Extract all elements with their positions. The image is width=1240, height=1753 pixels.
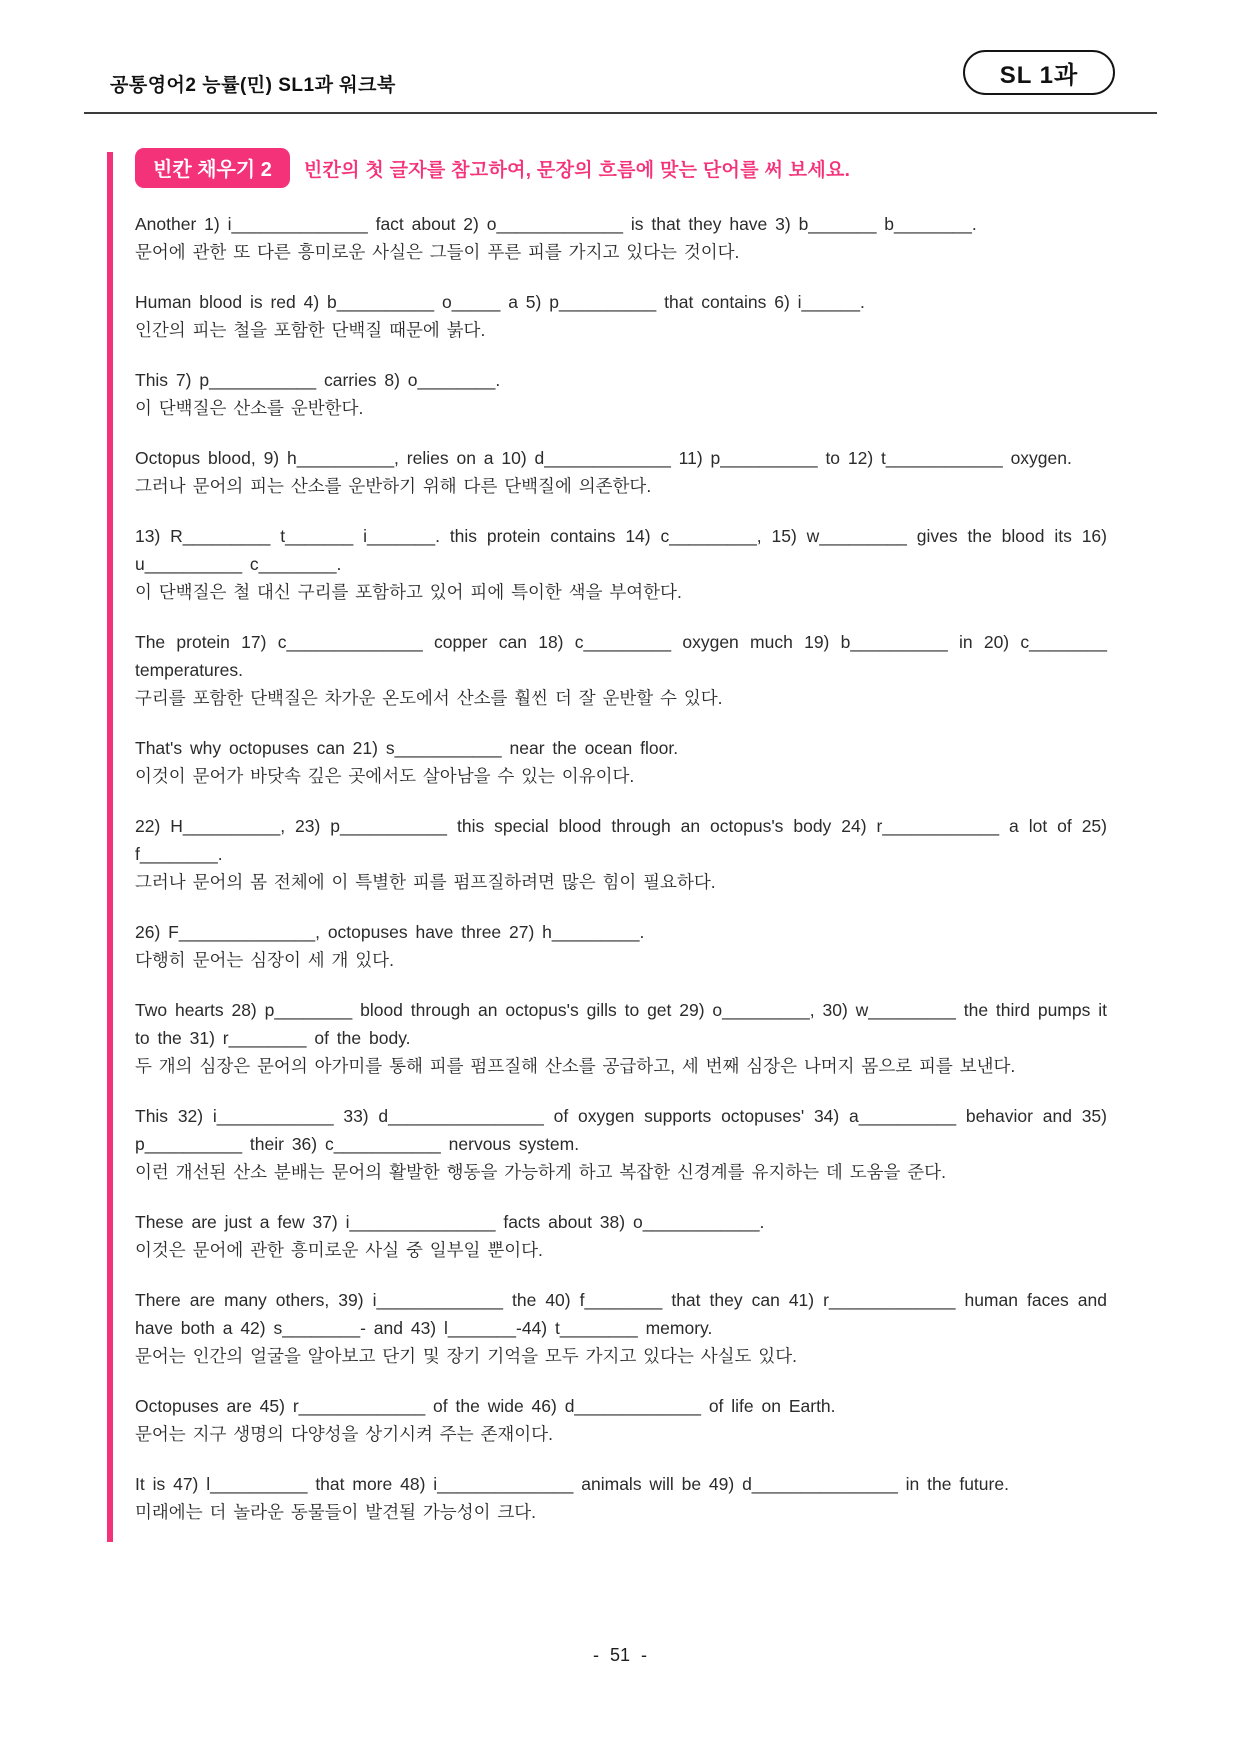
english-sentence: These are just a few 37) i_______________ facts about 38) o____________. xyxy=(135,1212,765,1232)
section-header xyxy=(135,148,1109,188)
korean-translation: 이 단백질은 철 대신 구리를 포함하고 있어 피에 특이한 색을 부여한다. xyxy=(135,582,682,602)
korean-translation: 문어에 관한 또 다른 흥미로운 사실은 그들이 푸른 피를 가지고 있다는 것이다. xyxy=(135,242,740,262)
english-sentence: Human blood is red 4) b__________ o_____ a 5) p__________ that contains 6) i______. xyxy=(135,292,865,312)
chapter-badge: SL 1과 xyxy=(963,50,1115,95)
exercise-paragraph xyxy=(135,812,1107,896)
exercise-paragraph xyxy=(135,628,1107,712)
korean-translation: 인간의 피는 철을 포함한 단백질 때문에 붉다. xyxy=(135,320,486,340)
english-sentence: There are many others, 39) i_____________ the 40) f________ that they can 41) r_____________ human faces and have both a 42) s________- and 43) l_______-44) t________ memory. xyxy=(135,1290,1107,1338)
korean-translation: 다행히 문어는 심장이 세 개 있다. xyxy=(135,950,394,970)
exercise-paragraph xyxy=(135,918,1107,974)
exercise-paragraphs xyxy=(135,210,1107,1526)
korean-translation: 이것은 문어에 관한 흥미로운 사실 중 일부일 뿐이다. xyxy=(135,1240,543,1260)
english-sentence: This 32) i____________ 33) d________________ of oxygen supports octopuses' 34) a__________ behavior and 35) p__________ their 36) c___________ nervous system. xyxy=(135,1106,1107,1154)
exercise-paragraph xyxy=(135,1392,1107,1448)
english-sentence: It is 47) l__________ that more 48) i______________ animals will be 49) d_______________ in the future. xyxy=(135,1474,1009,1494)
exercise-section xyxy=(107,148,1109,1548)
english-sentence: Two hearts 28) p________ blood through an octopus's gills to get 29) o_________, 30) w_________ the third pumps it to the 31) r________ of the body. xyxy=(135,1000,1107,1048)
korean-translation: 그러나 문어의 피는 산소를 운반하기 위해 다른 단백질에 의존한다. xyxy=(135,476,652,496)
korean-translation: 구리를 포함한 단백질은 차가운 온도에서 산소를 훨씬 더 잘 운반할 수 있다. xyxy=(135,688,723,708)
english-sentence: Octopus blood, 9) h__________, relies on a 10) d_____________ 11) p__________ to 12) t____________ oxygen. xyxy=(135,448,1072,468)
english-sentence: 22) H__________, 23) p___________ this special blood through an octopus's body 24) r____________ a lot of 25) f________. xyxy=(135,816,1107,864)
exercise-paragraph xyxy=(135,734,1107,790)
english-sentence: That's why octopuses can 21) s___________ near the ocean floor. xyxy=(135,738,679,758)
english-sentence: The protein 17) c______________ copper can 18) c_________ oxygen much 19) b__________ in 20) c________ temperatures. xyxy=(135,632,1107,680)
korean-translation: 이것이 문어가 바닷속 깊은 곳에서도 살아남을 수 있는 이유이다. xyxy=(135,766,635,786)
exercise-paragraph xyxy=(135,522,1107,606)
exercise-paragraph xyxy=(135,1286,1107,1370)
korean-translation: 두 개의 심장은 문어의 아가미를 통해 피를 펌프질해 산소를 공급하고, 세 번째 심장은 나머지 몸으로 피를 보낸다. xyxy=(135,1056,1016,1076)
exercise-paragraph xyxy=(135,210,1107,266)
workbook-title: 공통영어2 능률(민) SL1과 워크북 xyxy=(110,75,396,96)
english-sentence: 26) F______________, octopuses have three 27) h_________. xyxy=(135,922,645,942)
english-sentence: Octopuses are 45) r_____________ of the wide 46) d_____________ of life on Earth. xyxy=(135,1396,836,1416)
korean-translation: 미래에는 더 놀라운 동물들이 발견될 가능성이 크다. xyxy=(135,1502,537,1522)
page-number: - 51 - xyxy=(592,1645,647,1665)
exercise-paragraph xyxy=(135,1470,1107,1526)
exercise-paragraph xyxy=(135,366,1107,422)
exercise-paragraph xyxy=(135,1102,1107,1186)
section-label: 빈칸 채우기 2 xyxy=(135,148,290,188)
exercise-paragraph xyxy=(135,996,1107,1080)
exercise-paragraph xyxy=(135,288,1107,344)
english-sentence: This 7) p___________ carries 8) o________. xyxy=(135,370,501,390)
exercise-paragraph xyxy=(135,1208,1107,1264)
korean-translation: 문어는 지구 생명의 다양성을 상기시켜 주는 존재이다. xyxy=(135,1424,553,1444)
korean-translation: 이 단백질은 산소를 운반한다. xyxy=(135,398,364,418)
korean-translation: 그러나 문어의 몸 전체에 이 특별한 피를 펌프질하려면 많은 힘이 필요하다. xyxy=(135,872,716,892)
english-sentence: Another 1) i______________ fact about 2) o_____________ is that they have 3) b_______ b________. xyxy=(135,214,977,234)
korean-translation: 문어는 인간의 얼굴을 알아보고 단기 및 장기 기억을 모두 가지고 있다는 사실도 있다. xyxy=(135,1346,797,1366)
english-sentence: 13) R_________ t_______ i_______. this protein contains 14) c_________, 15) w_________ gives the blood its 16) u__________ c________. xyxy=(135,526,1107,574)
exercise-paragraph xyxy=(135,444,1107,500)
header-divider xyxy=(84,112,1157,114)
section-accent-bar xyxy=(107,152,113,1542)
korean-translation: 이런 개선된 산소 분배는 문어의 활발한 행동을 가능하게 하고 복잡한 신경계를 유지하는 데 도움을 준다. xyxy=(135,1162,946,1182)
section-instruction: 빈칸의 첫 글자를 참고하여, 문장의 흐름에 맞는 단어를 써 보세요. xyxy=(303,159,851,181)
